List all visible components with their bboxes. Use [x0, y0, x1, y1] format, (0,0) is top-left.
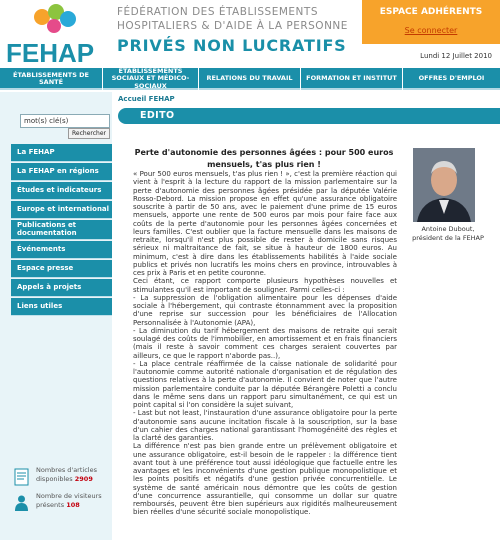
section-title: EDITO — [140, 110, 175, 121]
article-body — [133, 170, 397, 517]
visitors-count: 108 — [66, 500, 80, 509]
logo-wordmark: FEHAP — [6, 38, 95, 66]
site-stats — [14, 466, 112, 518]
paragraph: - La place centrale réaffirmée de la caisse nationale de solidarité pour l'autonomie comme autorité nationale d'organisation et de régulation des questions relatives à la perte d'autonomie. Il convient de noter que l'autre mission parlementaire conduite par la députée Bérangère Poletti a conclu dans le même sens dans un rapport paru simultanément, ce qui est un point capital si l'on considère la sujet suivant, — [133, 359, 397, 409]
fehap-logo-icon[interactable] — [4, 4, 104, 66]
sidebar-item-appels[interactable]: Appels à projets — [11, 279, 112, 297]
portrait-photo — [413, 148, 475, 222]
nav-etablissements-sociaux[interactable]: ÉTABLISSEMENTS SOCIAUX ET MÉDICO-SOCIAUX — [103, 68, 199, 90]
caption-name: Antoine Dubout, — [421, 225, 475, 233]
current-date: Lundi 12 Juillet 2010 — [420, 52, 492, 60]
sidebar-item-evenements[interactable]: Événements — [11, 241, 112, 259]
sidebar-item-etudes[interactable]: Études et indicateurs — [11, 182, 112, 200]
paragraph: - La suppression de l'obligation alimentaire pour les dépenses d'aide sociale à l'hébergement, qui contraste étonnamment avec la proposition d'une reprise sur succession pour les bénéficiaires de l'Allocation Personnalisée à l'Autonomie (APA), — [133, 293, 397, 327]
paragraph: « Pour 500 euros mensuels, t'as plus rien ! », c'est la première réaction qui vient à l'esprit à la lecture du rapport de la mission parlementaire sur la perte d'autonomie des personnes âgées présidée par la députée Valérie Rosso-Debord. La mission propose en effet qu'une assurance obligatoire souscrite à partir de 50 ans, avec le paiement d'une prime de 15 euros mensuels, apporte une rente de 500 euros par mois pour faire face aux coûts de la perte d'autonomie pour les personnes âgées concernées et leurs familles. C'est oublier que la facture mensuelle dans les maisons de retraite, lorsqu'il n'est plus possible de rester à domicile sans risques sérieux ni maltraitance de fait, se situe à hauteur de 1800 euros. Au minimum, c'est à dire dans les établissements habilités à l'aide sociale publics et privés non lucratifs les moins chers en province, introuvables à ces prix à Paris et en petite couronne. — [133, 170, 397, 277]
photo-caption — [396, 225, 500, 243]
edito-banner — [118, 108, 500, 124]
articles-label: Nombres d'articles disponibles — [36, 466, 97, 483]
espace-adherents-title: ESPACE ADHÉRENTS — [379, 7, 483, 17]
tagline: PRIVÉS NON LUCRATIFS — [117, 36, 347, 55]
main-nav — [0, 68, 500, 90]
visitors-stat — [14, 492, 112, 518]
articles-count: 2909 — [74, 474, 93, 483]
search-input[interactable] — [20, 114, 110, 128]
espace-adherents-box — [362, 0, 500, 44]
articles-stat — [14, 466, 112, 492]
nav-formation-institut[interactable]: FORMATION ET INSTITUT — [301, 68, 403, 90]
article-title: Perte d'autonomie des personnes âgées : pour 500 euros mensuels, t'as plus rien ! — [134, 148, 394, 169]
search-button[interactable]: Rechercher — [68, 128, 110, 139]
federation-line-1: FÉDÉRATION DES ÉTABLISSEMENTS — [117, 6, 318, 18]
visitors-label: Nombre de visiteurs présents — [36, 492, 102, 509]
sidebar-item-publications[interactable]: Publications et documentation — [11, 220, 112, 240]
sidebar-item-regions[interactable]: La FEHAP en régions — [11, 163, 112, 181]
sidebar-item-presse[interactable]: Espace presse — [11, 260, 112, 278]
visitors-icon — [14, 494, 29, 512]
paragraph: Ceci étant, ce rapport comporte plusieurs hypothèses nouvelles et stimulantes qu'il est important de souligner. Parmi celles-ci : — [133, 277, 397, 294]
sidebar-item-europe[interactable]: Europe et international — [11, 201, 112, 219]
paragraph: La différence n'est pas bien grande entre un prélèvement obligatoire et une assurance obligatoire, est-il besoin de le rappeler : la différence tient avant tout à une préférence tout aussi idéologique que factuelle entre les avantages et les inconvénients d'une gestion publique monopolistique et les points positifs et négatifs d'une gestion privée concurrentielle. Le système de santé américain nous démontre que les coûts de gestion d'une concurrence assurantielle, qui consomme un dollar sur quatre remboursés, peuvent être bien supérieurs aux rigidités malheureusement bien réelles d'une sécurité sociale monopolistique. — [133, 442, 397, 517]
nav-relations-travail[interactable]: RELATIONS DU TRAVAIL — [199, 68, 301, 90]
caption-role: président de la FEHAP — [412, 234, 484, 243]
paragraph: - La diminution du tarif hébergement des maisons de retraite qui serait soulagé des coûts de l'immobilier, en amortissement et en frais financiers (mais il reste à savoir comment ces charges seraient couvertes par ailleurs, ce que le rapport n'aborde pas..), — [133, 326, 397, 360]
nav-offres-emploi[interactable]: OFFRES D'EMPLOI — [418, 74, 485, 83]
login-link[interactable]: Se connecter — [404, 26, 458, 35]
breadcrumb[interactable]: Accueil FEHAP — [118, 95, 175, 103]
federation-line-2: HOSPITALIERS & D'AIDE À LA PERSONNE — [117, 20, 348, 32]
site-header — [0, 0, 500, 68]
articles-icon — [14, 468, 29, 486]
sidebar-item-fehap[interactable]: La FEHAP — [11, 144, 112, 162]
sidebar-item-liens[interactable]: Liens utiles — [11, 298, 112, 316]
nav-etablissements-sante[interactable]: ÉTABLISSEMENTS DE SANTÉ — [0, 68, 103, 90]
paragraph: - Last but not least, l'instauration d'une assurance obligatoire pour la perte d'autonomie sans aucune incitation fiscale à la souscription, sur la base d'un cahier des charges national garantissant l'homogénéité des règles et la clarté des garanties. — [133, 409, 397, 442]
